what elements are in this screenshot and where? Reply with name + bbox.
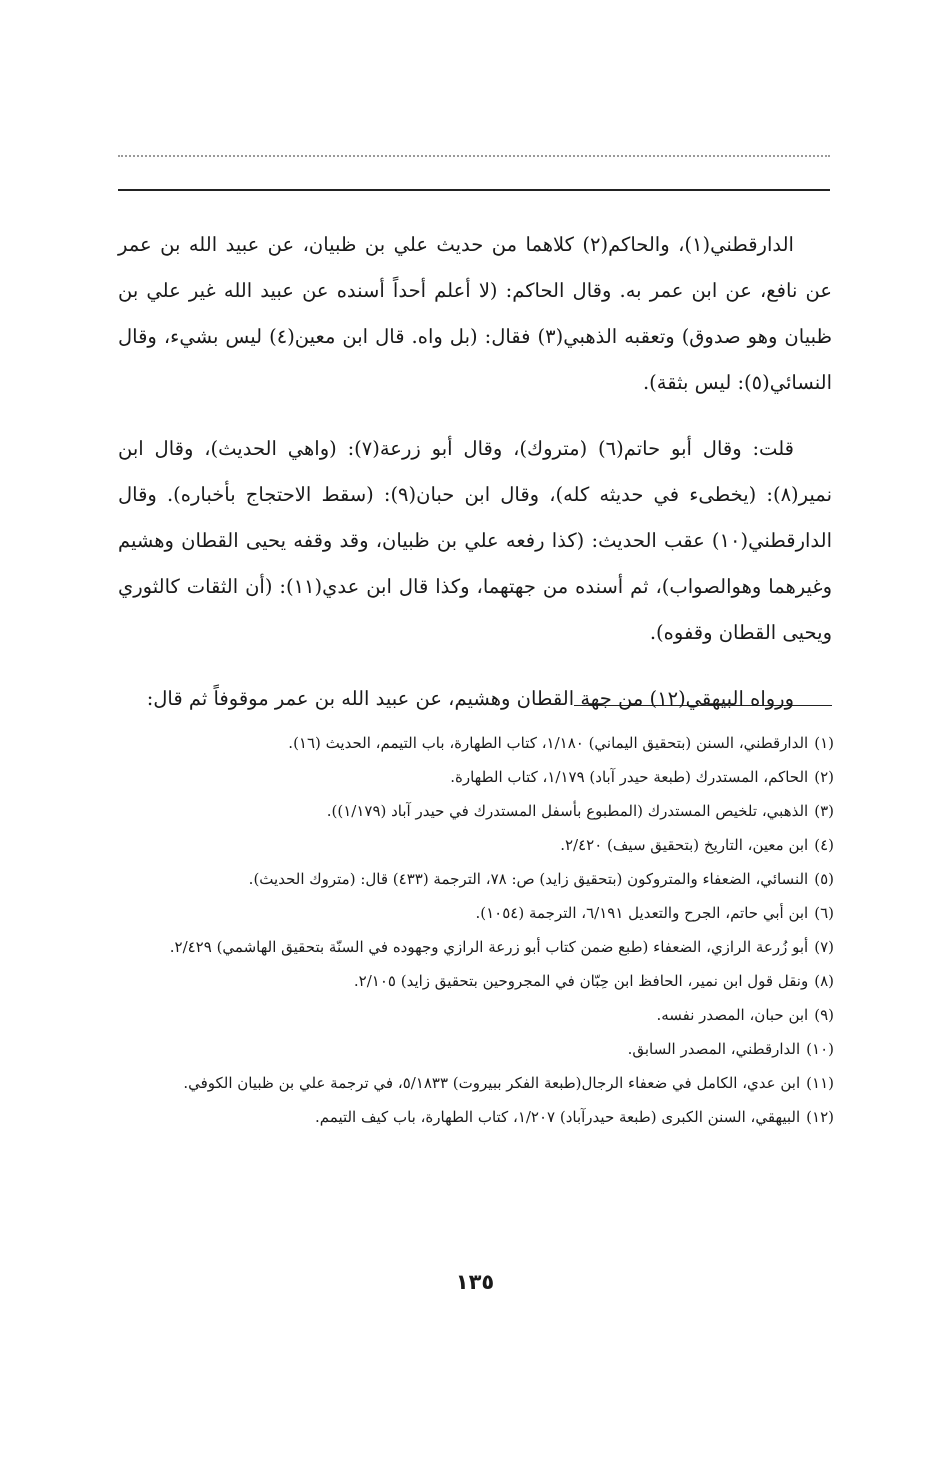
footnote-separator	[574, 705, 832, 706]
footnote	[118, 726, 834, 760]
footnote-number: (٣)	[814, 802, 834, 820]
footnote-text: ابن عدي، الكامل في ضعفاء الرجال(طبعة الفكر ببيروت) ٥/١٨٣٣، في ترجمة علي بن ظبيان الكوفي.	[183, 1074, 801, 1092]
footnote-number: (١١)	[806, 1074, 834, 1092]
footnote-text: الدارقطني، المصدر السابق.	[627, 1040, 801, 1058]
footnote-text: ابن أبي حاتم، الجرح والتعديل ٦/١٩١، الترجمة (١٠٥٤).	[475, 904, 809, 922]
footnote-text: ابن حبان، المصدر نفسه.	[656, 1006, 809, 1024]
footnote-text: الذهبي، تلخيص المستدرك (المطبوع بأسفل المستدرك في حيدر آباد (١/١٧٩)).	[326, 802, 809, 820]
footnote-number: (٦)	[814, 904, 834, 922]
footnote-number: (٥)	[814, 870, 834, 888]
footnote-text: أبو زُرعة الرازي، الضعفاء (طبع ضمن كتاب أبو زرعة الرازي وجهوده في السنّة بتحقيق الهاشمي) ٢/٤٢٩.	[169, 938, 809, 956]
footnote	[118, 930, 834, 964]
paragraph: الدارقطني(١)، والحاكم(٢) كلاهما من حديث علي بن ظبيان، عن عبيد الله بن عمر عن نافع، عن ابن عمر به. وقال الحاكم: (لا أعلم أحداً أسنده عن عبيد الله غير علي بن ظبيان وهو صدوق) وتعقبه الذهبي(٣) فقال: (بل واه. قال ابن معين(٤) ليس بشيء، وقال النسائي(٥): ليس بثقة).	[118, 233, 832, 394]
footnote-text: الحاكم، المستدرك (طبعة حيدر آباد) ١/١٧٩، كتاب الطهارة.	[450, 768, 809, 786]
footnote-number: (٧)	[814, 938, 834, 956]
footnote-number: (٩)	[814, 1006, 834, 1024]
footnote-number: (١)	[814, 734, 834, 752]
paragraph: ورواه البيهقي(١٢) من جهة القطان وهشيم، عن عبيد الله بن عمر موقوفاً ثم قال:	[146, 687, 794, 710]
footnote	[118, 998, 834, 1032]
footnote	[118, 1066, 834, 1100]
footnote-number: (٤)	[814, 836, 834, 854]
footnote-text: الدارقطني، السنن (بتحقيق اليماني) ١/١٨٠، كتاب الطهارة، باب التيمم، الحديث (١٦).	[288, 734, 809, 752]
header-rule	[118, 189, 830, 191]
footnote-number: (٨)	[814, 972, 834, 990]
footnote	[118, 794, 834, 828]
footnote	[118, 1032, 834, 1066]
footnote-number: (١٢)	[806, 1108, 834, 1126]
footnote	[118, 896, 834, 930]
main-text	[118, 222, 832, 722]
footnote	[118, 1100, 834, 1134]
footnote	[118, 862, 834, 896]
footnotes	[118, 726, 834, 1134]
footnote-number: (٢)	[814, 768, 834, 786]
footnote-number: (١٠)	[806, 1040, 834, 1058]
footnote-text: النسائي، الضعفاء والمتروكون (بتحقيق زايد) ص: ٧٨، الترجمة (٤٣٣) قال: (متروك الحديث).	[248, 870, 809, 888]
footnote	[118, 828, 834, 862]
footnote-text: ابن معين، التاريخ (بتحقيق سيف) ٢/٤٢٠.	[560, 836, 809, 854]
footnote	[118, 964, 834, 998]
page-number: ١٣٥	[455, 1270, 495, 1294]
footnote-text: ونقل قول ابن نمير، الحافظ ابن حِبّان في المجروحين بتحقيق زايد) ٢/١٠٥.	[353, 972, 809, 990]
footnote	[118, 760, 834, 794]
paragraph: قلت: وقال أبو حاتم(٦) (متروك)، وقال أبو زرعة(٧): (واهي الحديث)، وقال ابن نمير(٨): (يخطىء في حديثه كله)، وقال ابن حبان(٩): (سقط الاحتجاج بأخباره). وقال الدارقطني(١٠) عقب الحديث: (كذا رفعه علي بن ظبيان، وقد وقفه يحيى القطان وهشيم وغيرهما وهوالصواب)، ثم أسنده من جهتهما، وكذا قال ابن عدي(١١): (أن الثقات كالثوري ويحيى القطان وقفوه).	[118, 437, 832, 644]
footnote-text: البيهقي، السنن الكبرى (طبعة حيدرآباد) ١/٢٠٧، كتاب الطهارة، باب كيف التيمم.	[315, 1108, 801, 1126]
header-dotted-line	[118, 155, 830, 157]
